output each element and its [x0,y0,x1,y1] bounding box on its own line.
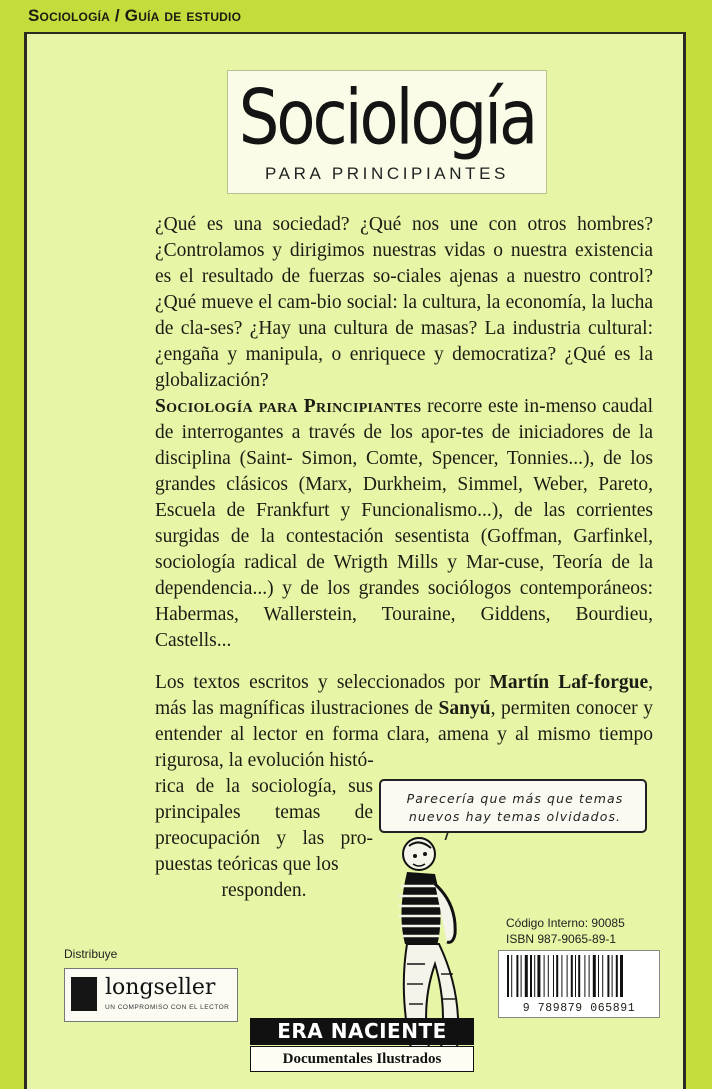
book-title: Sociología [238,75,536,163]
speech-line-2: nuevos hay temas olvidados. [408,809,622,824]
codes-block [506,915,625,947]
content-paragraph [155,394,653,654]
speech-bubble-text [392,790,638,826]
book-title-inline: Sociología para Principiantes [155,396,422,417]
isbn: ISBN 987-9065-89-1 [506,932,617,946]
distributor-label: Distribuye [64,947,118,961]
credits-text-c: , permiten conocer y entender al lector en forma clara, amena y al mismo tiempo rigurosa, la evolución histó- [155,698,654,771]
longseller-mark-icon [71,977,97,1011]
barcode [498,950,660,1018]
title-box [227,70,547,194]
internal-code: Código Interno: 90085 [506,916,625,930]
series-header: Sociología / Guía de estudio [28,6,242,25]
barcode-number: 9 789879 065891 [522,1002,636,1015]
publisher-logo-name: ERA NACIENTE [250,1018,474,1045]
publisher-logo [250,1018,474,1074]
book-subtitle: PARA PRINCIPIANTES [265,164,509,183]
credits-paragraph [155,670,653,774]
barcode-bars [499,951,659,1001]
publisher-logo-collection: Documentales Ilustrados [250,1046,474,1072]
credits-text-d: rica de la sociología, sus principales temas de preocupación y las pro-puestas teóricas que los [155,776,373,875]
credits-text-last: responden. [221,880,307,901]
credits-paragraph-continued [155,774,373,904]
credits-text-b: , más las magníficas ilustraciones de [155,672,653,719]
distributor-name: longseller [105,975,216,1000]
author-name: Martín Laf-forgue [489,672,649,693]
content-paragraph-text: recorre este in-menso caudal de interrogantes a través de los apor-tes de iniciadores de la disciplina (Saint- Simon, Comte, Spencer, Tonnies...), de los grandes clásicos (Marx, Durkheim, Simmel, Weber, Pareto, Escuela de Frankfurt y Funcionalismo...), de las corrientes surgidas de la contestación sesentista (Goffman, Garfinkel, sociología radical de Wrigth Mills y Mar-cuse, Teoría de la dependencia...) y de los grandes sociólogos contemporáneos: Habermas, Wallerstein, Touraine, Giddens, Bourdieu, Castells... [155,396,653,651]
illustrator-name: Sanyú [438,698,491,719]
distributor-tagline: UN COMPROMISO CON EL LECTOR [105,1004,230,1011]
credits-text-a: Los textos escritos y seleccionados por [155,672,490,693]
intro-paragraph: ¿Qué es una sociedad? ¿Qué nos une con otros hombres? ¿Controlamos y dirigimos nuestras vidas o nuestra existencia es el resultado de fuerzas so-ciales ajenas a nuestro control? ¿Qué mueve el cam-bio social: la cultura, la economía, la lucha de cla-ses? ¿Hay una cultura de masas? La industria cultural: ¿engaña y manipula, o enriquece y democratiza? ¿Qué es la globalización? [155,214,653,391]
speech-line-1: Parecería que más que temas [406,791,624,806]
distributor-logo [64,968,238,1022]
